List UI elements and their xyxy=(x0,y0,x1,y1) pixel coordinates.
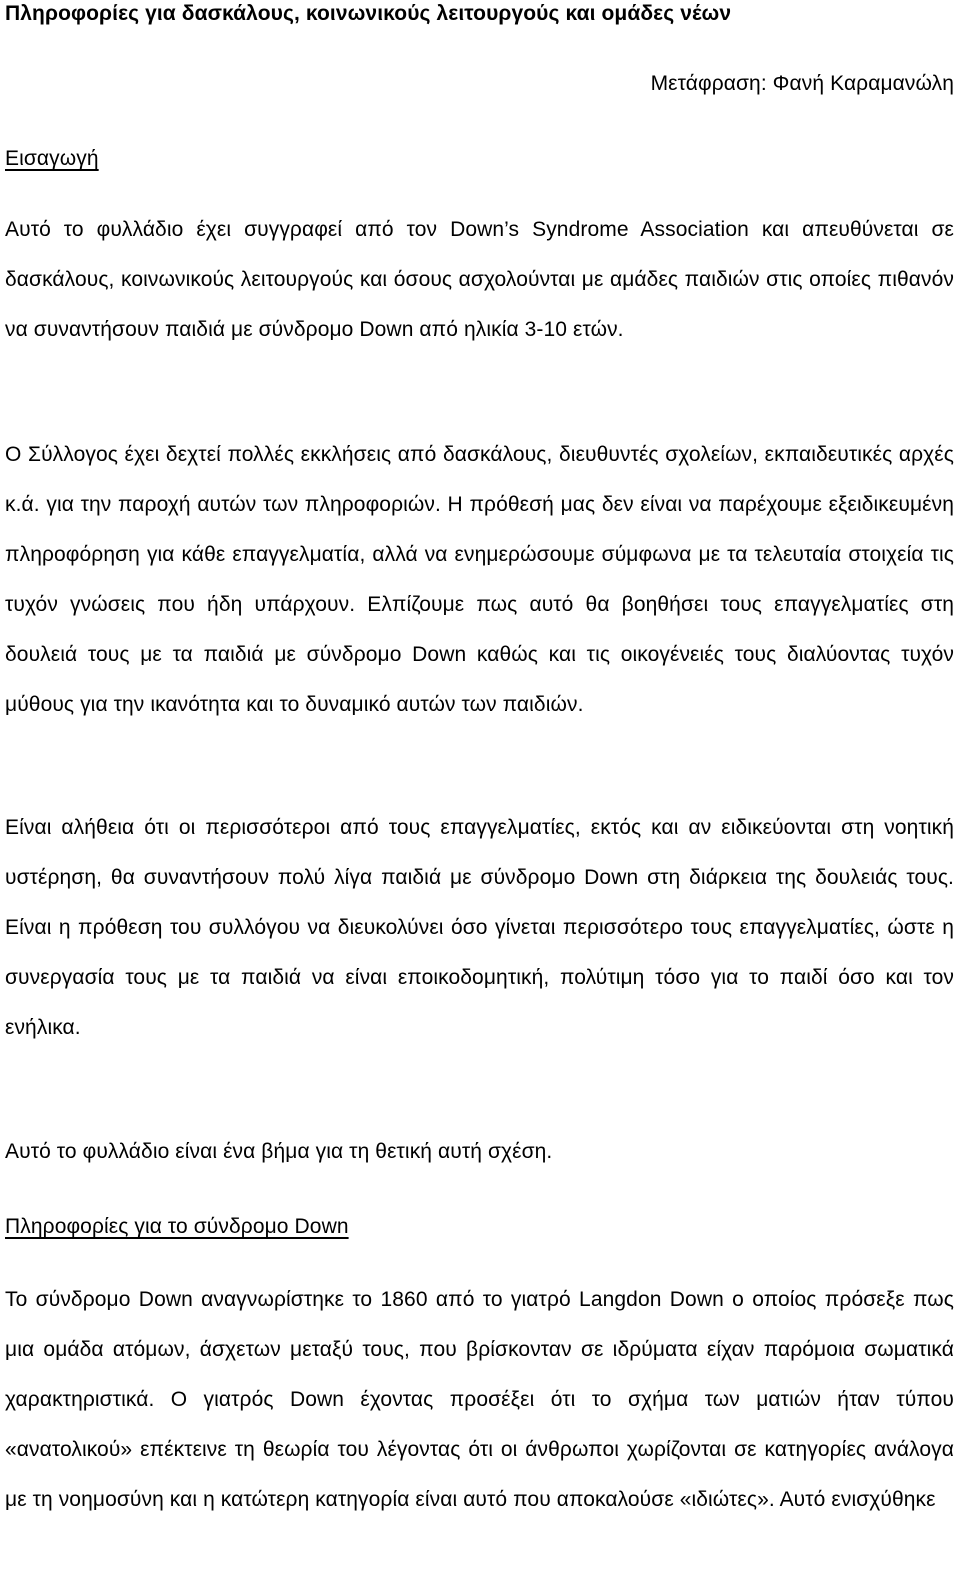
document-title: Πληροφορίες για δασκάλους, κοινωνικούς λειτουργούς και ομάδες νέων xyxy=(5,2,732,25)
translator-credit: Μετάφραση: Φανή Καραμανώλη xyxy=(650,72,954,95)
paragraph-intro-3: Είναι αλήθεια ότι οι περισσότεροι από τους επαγγελματίες, εκτός και αν ειδικεύονται στη νοητική υστέρηση, θα συναντήσουν πολύ λίγα παιδιά με σύνδρομο Down στη διάρκεια της δουλειάς τους. Είναι η πρόθεση του συλλόγου να διευκολύνει όσο γίνεται περισσότερο τους επαγγελματίες, ώστε η συνεργασία τους με τα παιδιά να είναι εποικοδομητική, πολύτιμη τόσο για το παιδί όσο και τον ενήλικα. xyxy=(5,816,954,1039)
paragraph-intro-1: Αυτό το φυλλάδιο έχει συγγραφεί από τον Down’s Syndrome Association και απευθύνεται σε δασκάλους, κοινωνικούς λειτουργούς και όσους ασχολούνται με αμάδες παιδιών στις οποίες πιθανόν να συναντήσουν παιδιά με σύνδρομο Down από ηλικία 3-10 ετών. xyxy=(5,218,954,341)
paragraph-intro-4: Αυτό το φυλλάδιο είναι ένα βήμα για τη θετική αυτή σχέση. xyxy=(5,1140,553,1163)
section-heading-down-syndrome-info: Πληροφορίες για το σύνδρομο Down xyxy=(5,1215,349,1238)
paragraph-intro-2: Ο Σύλλογος έχει δεχτεί πολλές εκκλήσεις από δασκάλους, διευθυντές σχολείων, εκπαιδευτικές αρχές κ.ά. για την παροχή αυτών των πληροφοριών. Η πρόθεσή μας δεν είναι να παρέχουμε εξειδικευμένη πληροφόρηση για κάθε επαγγελματία, αλλά να ενημερώσουμε σύμφωνα με τα τελευταία στοιχεία τις τυχόν γνώσεις που ήδη υπάρχουν. Ελπίζουμε πως αυτό θα βοηθήσει τους επαγγελματίες στη δουλειά τους με τα παιδιά με σύνδρομο Down καθώς και τις οικογένειές τους διαλύοντας τυχόν μύθους για την ικανότητα και το δυναμικό αυτών των παιδιών. xyxy=(5,443,954,716)
paragraph-info-1: Το σύνδρομο Down αναγνωρίστηκε το 1860 από το γιατρό Langdon Down ο οποίος πρόσεξε πως μια ομάδα ατόμων, άσχετων μεταξύ τους, που βρίσκονταν σε ιδρύματα είχαν παρόμοια σωματικά χαρακτηριστικά. Ο γιατρός Down έχοντας προσέξει ότι το σχήμα των ματιών ήταν τύπου «ανατολικού» επέκτεινε τη θεωρία του λέγοντας ότι οι άνθρωποι χωρίζονται σε κατηγορίες ανάλογα με τη νοημοσύνη και η κατώτερη κατηγορία είναι αυτό που αποκαλούσε «ιδιώτες». Αυτό ενισχύθηκε xyxy=(5,1288,954,1511)
section-heading-introduction: Εισαγωγή xyxy=(5,147,99,170)
